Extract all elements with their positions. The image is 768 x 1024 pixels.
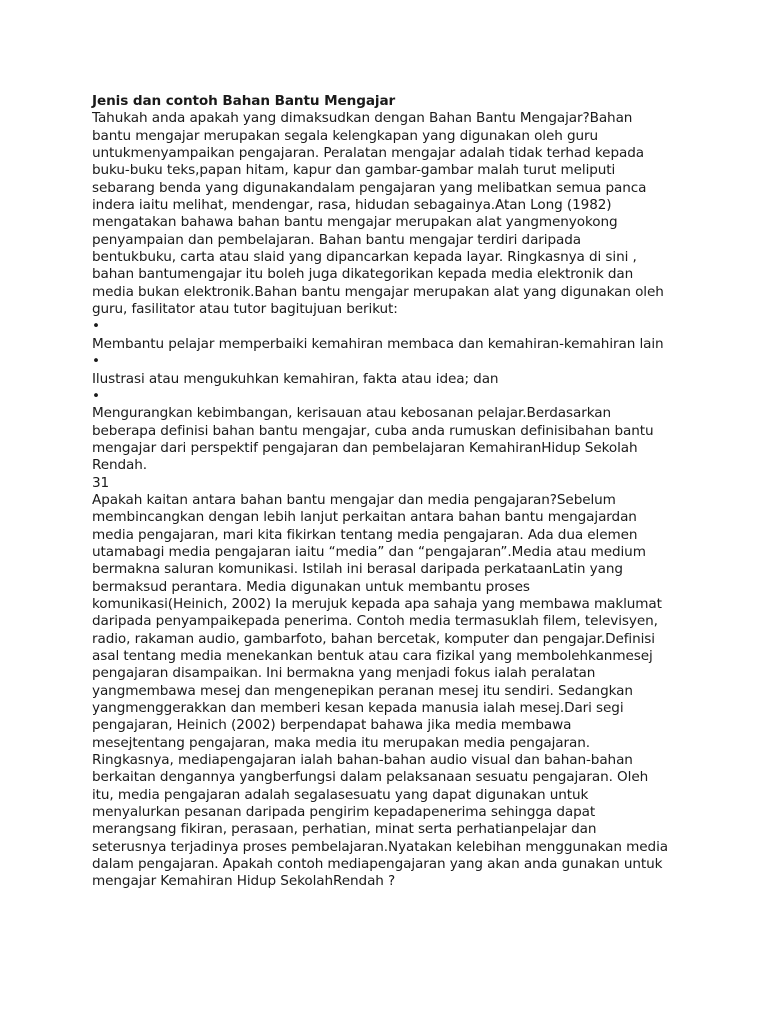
- text-line: sebarang benda yang digunakandalam pengajaran yang melibatkan semua panca: [92, 179, 647, 196]
- text-line: Ringkasnya, mediapengajaran ialah bahan-bahan audio visual dan bahan-bahan: [92, 752, 633, 769]
- text-line: indera iaitu melihat, mendengar, rasa, hidudan sebagainya.Atan Long (1982): [92, 197, 612, 214]
- text-line: bahan bantumengajar itu boleh juga dikategorikan kepada media elektronik dan: [92, 266, 634, 283]
- text-line: mesejtentang pengajaran, maka media itu merupakan media pengajaran.: [92, 734, 590, 751]
- text-line: bermakna saluran komunikasi. Istilah ini berasal daripada perkataanLatin yang: [92, 561, 623, 578]
- text-line: yangmenggerakkan dan memberi kesan kepada manusia ialah mesej.Dari segi: [92, 700, 624, 717]
- text-line: penyampaian dan pembelajaran. Bahan bantu mengajar terdiri daripada: [92, 231, 581, 248]
- text-line: mengatakan bahawa bahan bantu mengajar merupakan alat yangmenyokong: [92, 214, 618, 231]
- text-line: media bukan elektronik.Bahan bantu mengajar merupakan alat yang digunakan oleh: [92, 283, 664, 300]
- text-line: media pengajaran, mari kita fikirkan tentang media pengajaran. Ada dua elemen: [92, 526, 638, 543]
- text-line: bantu mengajar merupakan segala kelengkapan yang digunakan oleh guru: [92, 127, 599, 144]
- text-line: merangsang fikiran, perasaan, perhatian, minat serta perhatianpelajar dan: [92, 821, 597, 838]
- text-line: seterusnya terjadinya proses pembelajaran.Nyatakan kelebihan menggunakan media: [92, 838, 668, 855]
- text-line: daripada penyampaikepada penerima. Contoh media termasuklah filem, televisyen,: [92, 613, 658, 630]
- text-line: yangmembawa mesej dan mengenepikan peranan mesej itu sendiri. Sedangkan: [92, 682, 633, 699]
- text-line: guru, fasilitator atau tutor bagitujuan berikut:: [92, 301, 398, 318]
- text-line: itu, media pengajaran adalah segalasesuatu yang dapat digunakan untuk: [92, 786, 589, 803]
- text-line: beberapa definisi bahan bantu mengajar, cuba anda rumuskan definisibahan bantu: [92, 422, 654, 439]
- page-number: 31: [92, 474, 110, 491]
- text-line: pengajaran, Heinich (2002) berpendapat bahawa jika media membawa: [92, 717, 572, 734]
- text-line: komunikasi(Heinich, 2002) Ia merujuk kepada apa sahaja yang membawa maklumat: [92, 595, 662, 612]
- document-title: Jenis dan contoh Bahan Bantu Mengajar: [92, 93, 396, 109]
- text-line: mengajar dari perspektif pengajaran dan pembelajaran KemahiranHidup Sekolah: [92, 439, 638, 456]
- text-line: untukmenyampaikan pengajaran. Peralatan mengajar adalah tidak terhad kepada: [92, 145, 644, 162]
- text-line: membincangkan dengan lebih lanjut perkaitan antara bahan bantu mengajardan: [92, 509, 637, 526]
- text-line: Tahukah anda apakah yang dimaksudkan dengan Bahan Bantu Mengajar?Bahan: [92, 110, 633, 127]
- text-line: Apakah kaitan antara bahan bantu mengajar dan media pengajaran?Sebelum: [92, 491, 616, 508]
- bullet-item: Mengurangkan kebimbangan, kerisauan atau kebosanan pelajar.Berdasarkan: [92, 405, 611, 422]
- text-line: pengajaran disampaikan. Ini bermakna yang menjadi fokus ialah peralatan: [92, 665, 596, 682]
- bullet-list: [92, 318, 692, 422]
- text-line: berkaitan dengannya yangberfungsi dalam pelaksanaan sesuatu pengajaran. Oleh: [92, 769, 649, 786]
- bullet-item: Membantu pelajar memperbaiki kemahiran membaca dan kemahiran-kemahiran lain: [92, 335, 664, 352]
- text-line: dalam pengajaran. Apakah contoh mediapengajaran yang akan anda gunakan untuk: [92, 856, 663, 873]
- text-line: mengajar Kemahiran Hidup SekolahRendah ?: [92, 873, 396, 890]
- text-line: buku-buku teks,papan hitam, kapur dan gambar-gambar malah turut meliputi: [92, 162, 616, 179]
- bullet-glyph: •: [92, 318, 100, 335]
- body-paragraph: [92, 492, 692, 891]
- bullet-glyph: •: [92, 353, 100, 370]
- after-bullets-paragraph: [92, 423, 692, 475]
- text-line: bentukbuku, carta atau slaid yang dipancarkan kepada layar. Ringkasnya di sini ,: [92, 249, 637, 266]
- bullet-item: Ilustrasi atau mengukuhkan kemahiran, fakta atau idea; dan: [92, 370, 499, 387]
- text-line: asal tentang media menekankan bentuk atau cara fizikal yang membolehkanmesej: [92, 648, 653, 664]
- text-line: radio, rakaman audio, gambarfoto, bahan bercetak, komputer dan pengajar.Definisi: [92, 630, 655, 647]
- text-line: menyalurkan pesanan daripada pengirim kepadapenerima sehingga dapat: [92, 804, 596, 821]
- text-line: bermaksud perantara. Media digunakan untuk membantu proses: [92, 578, 530, 595]
- document-page: [92, 93, 692, 891]
- bullet-glyph: •: [92, 387, 100, 404]
- intro-paragraph: [92, 110, 692, 318]
- text-line: Rendah.: [92, 457, 148, 474]
- text-line: utamabagi media pengajaran iaitu “media” dan “pengajaran”.Media atau medium: [92, 543, 646, 560]
